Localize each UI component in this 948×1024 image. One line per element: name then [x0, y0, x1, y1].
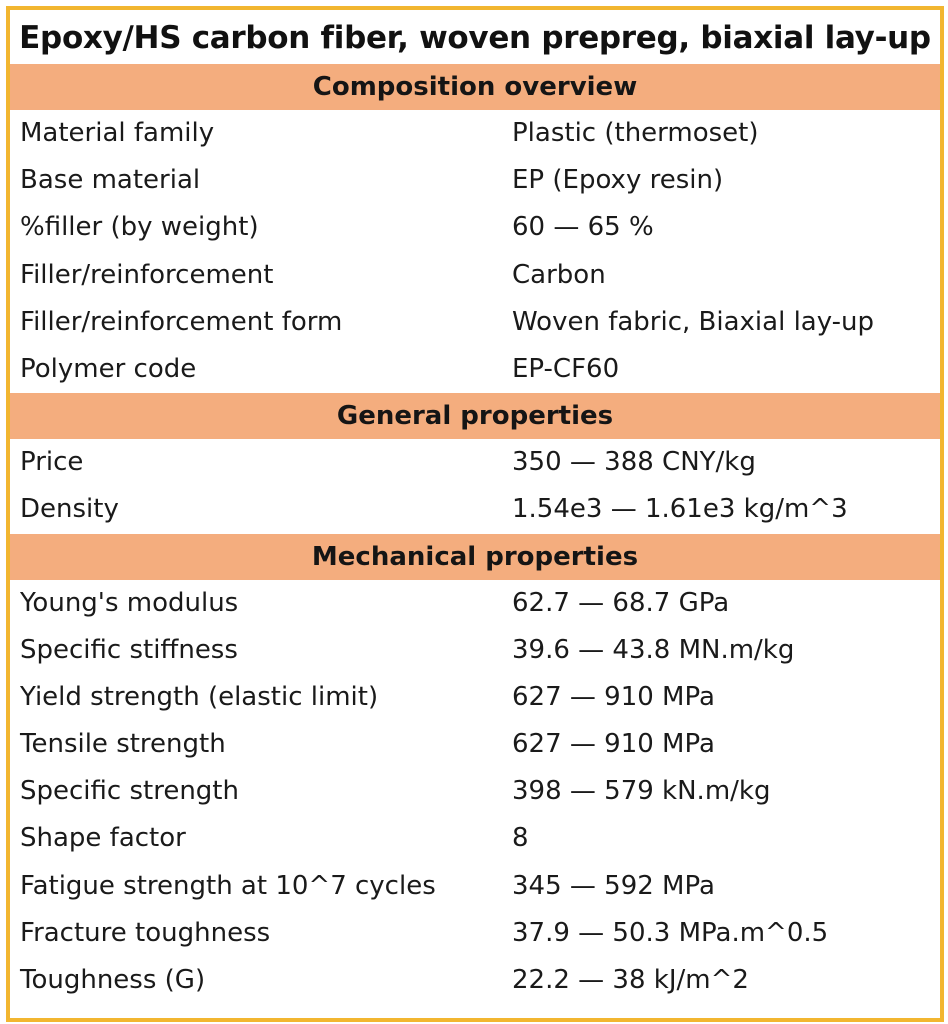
property-row: [10, 815, 940, 862]
property-row: [10, 863, 940, 910]
property-row: [10, 299, 940, 346]
property-value: EP (Epoxy resin): [512, 165, 724, 196]
section-header: Composition overview: [10, 64, 940, 110]
section-header: General properties: [10, 393, 940, 439]
material-datasheet: [6, 6, 944, 1022]
property-label: %filler (by weight): [20, 212, 259, 243]
property-value: 60 — 65 %: [512, 212, 654, 243]
property-row: [10, 252, 940, 299]
property-value: 627 — 910 MPa: [512, 729, 715, 760]
property-value: 345 — 592 MPa: [512, 870, 715, 901]
section-composition-overview: [10, 64, 940, 393]
property-label: Specific strength: [20, 776, 239, 807]
property-row: [10, 910, 940, 957]
property-value: Plastic (thermoset): [512, 118, 759, 148]
property-label: Price: [20, 447, 84, 478]
property-row: [10, 157, 940, 204]
property-value: EP-CF60: [512, 353, 620, 384]
section-general-properties: [10, 393, 940, 533]
property-row: [10, 674, 940, 721]
property-row: [10, 204, 940, 251]
property-row: [10, 721, 940, 768]
property-label: Filler/reinforcement: [20, 259, 274, 290]
datasheet-title: Epoxy/HS carbon fiber, woven prepreg, biaxial lay-up: [19, 20, 931, 56]
section-header: Mechanical properties: [10, 534, 940, 580]
property-row: [10, 957, 940, 1004]
property-value: 350 — 388 CNY/kg: [512, 447, 756, 478]
property-label: Toughness (G): [20, 965, 206, 995]
property-row: [10, 346, 940, 393]
property-label: Shape factor: [20, 823, 186, 854]
property-value: Carbon: [512, 259, 606, 290]
property-label: Polymer code: [20, 353, 197, 384]
property-label: Material family: [20, 118, 215, 148]
property-label: Density: [20, 494, 119, 525]
property-label: Tensile strength: [20, 729, 226, 760]
property-row: [10, 768, 940, 815]
property-value: 627 — 910 MPa: [512, 681, 715, 712]
property-value: 39.6 — 43.8 MN.m/kg: [512, 634, 795, 665]
property-value: 62.7 — 68.7 GPa: [512, 587, 730, 618]
property-row: [10, 486, 940, 533]
property-label: Young's modulus: [20, 587, 239, 618]
property-row: [10, 580, 940, 627]
property-label: Filler/reinforcement form: [20, 306, 343, 337]
property-value: 1.54e3 — 1.61e3 kg/m^3: [512, 494, 848, 525]
property-label: Specific stiffness: [20, 634, 238, 665]
property-row: [10, 627, 940, 674]
property-row: [10, 110, 940, 157]
property-label: Fracture toughness: [20, 917, 271, 948]
property-label: Base material: [20, 165, 201, 196]
property-value: 8: [512, 823, 529, 854]
property-row: [10, 439, 940, 486]
property-value: 22.2 — 38 kJ/m^2: [512, 965, 749, 995]
section-mechanical-properties: [10, 534, 940, 1005]
property-value: 398 — 579 kN.m/kg: [512, 776, 771, 807]
property-value: Woven fabric, Biaxial lay-up: [512, 306, 875, 337]
property-value: 37.9 — 50.3 MPa.m^0.5: [512, 917, 829, 948]
property-label: Yield strength (elastic limit): [20, 681, 379, 712]
property-label: Fatigue strength at 10^7 cycles: [20, 870, 436, 901]
